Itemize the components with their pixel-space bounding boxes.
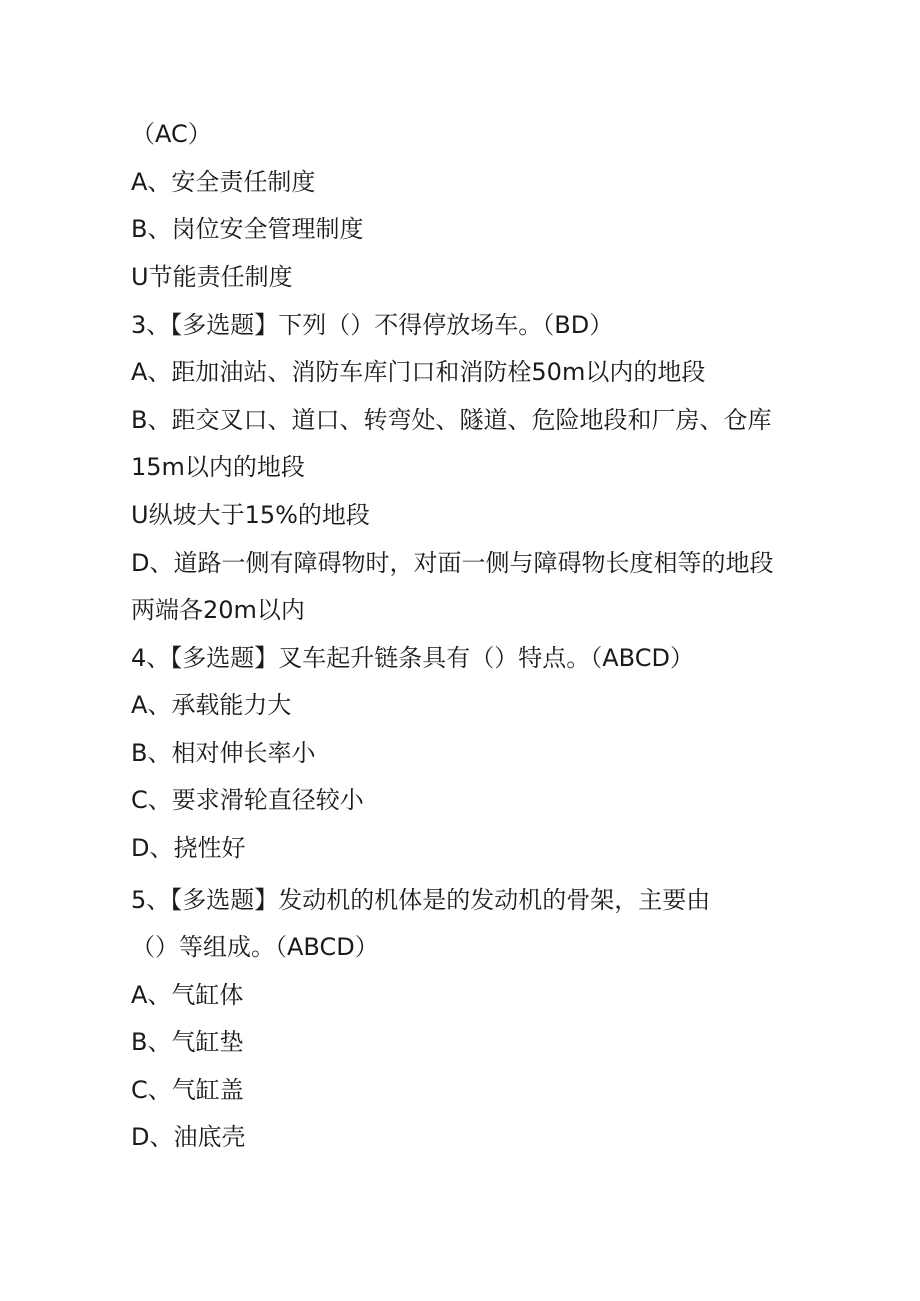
option-c-q5: C、气缸盖 xyxy=(131,1076,244,1104)
option-c-q4: C、要求滑轮直径较小 xyxy=(131,786,364,814)
option-c-q2: U节能责任制度 xyxy=(131,263,293,291)
option-a-q4: A、承载能力大 xyxy=(131,691,292,719)
option-a-q3: A、距加油站、消防车库门口和消防栓50m以内的地段 xyxy=(131,358,706,386)
answer-q2: （AC） xyxy=(131,120,212,148)
option-c-q3: U纵坡大于15%的地段 xyxy=(131,501,370,529)
question-5: 5、【多选题】发动机的机体是的发动机的骨架，主要由 xyxy=(131,886,711,914)
option-d-q5: D、油底壳 xyxy=(131,1123,246,1151)
option-b-q3: B、距交叉口、道口、转弯处、隧道、危险地段和厂房、仓库 xyxy=(131,406,772,434)
option-b-q2: B、岗位安全管理制度 xyxy=(131,215,364,243)
option-d-q4: D、挠性好 xyxy=(131,834,246,862)
question-3: 3、【多选题】下列（）不得停放场车。（BD） xyxy=(131,311,614,339)
option-d-q3: D、道路一侧有障碍物时，对面一侧与障碍物长度相等的地段 xyxy=(131,549,774,577)
option-a-q5: A、气缸体 xyxy=(131,981,244,1009)
option-b-q5: B、气缸垫 xyxy=(131,1028,244,1056)
question-5-continued: （）等组成。（ABCD） xyxy=(131,933,379,961)
question-4: 4、【多选题】叉车起升链条具有（）特点。（ABCD） xyxy=(131,644,694,672)
option-b-q3-continued: 15m以内的地段 xyxy=(131,453,305,481)
option-a-q2: A、安全责任制度 xyxy=(131,168,316,196)
option-d-q3-continued: 两端各20m以内 xyxy=(131,596,305,624)
option-b-q4: B、相对伸长率小 xyxy=(131,739,316,767)
